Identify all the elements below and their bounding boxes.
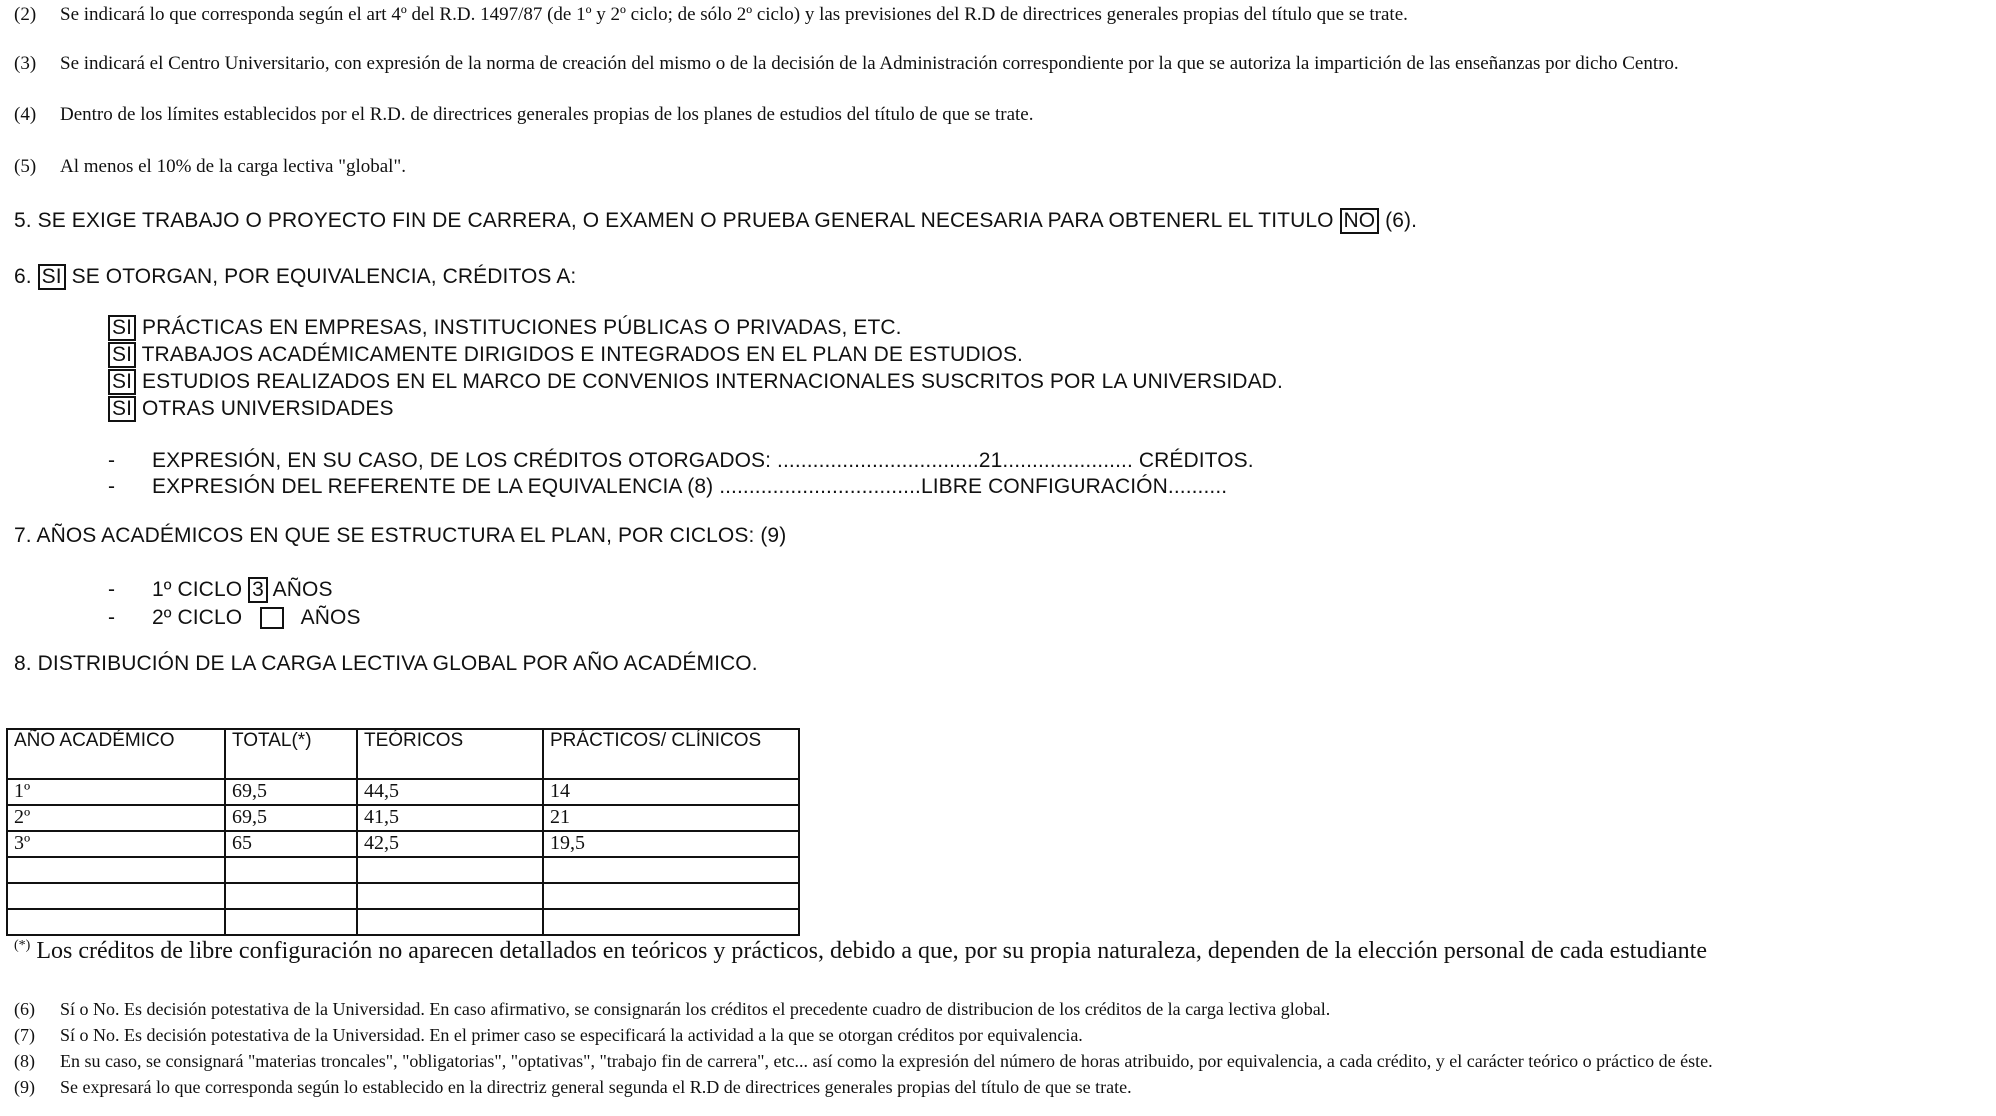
table-cell: 21 (543, 805, 799, 831)
table-cell (7, 909, 225, 935)
list-item (108, 341, 1283, 368)
section-6-list (108, 314, 1283, 422)
list-item-text: TRABAJOS ACADÉMICAMENTE DIRIGIDOS E INTEGRADOS EN EL PLAN DE ESTUDIOS. (141, 343, 1023, 366)
table-cell (357, 909, 543, 935)
table-cell: 42,5 (357, 831, 543, 857)
note-text: Sí o No. Es decisión potestativa de la Universidad. En el primer caso se especificará la actividad a la que se otorgan créditos por equivalencia. (60, 1025, 1083, 1045)
detail-text: EXPRESIÓN, EN SU CASO, DE LOS CRÉDITOS OTORGADOS: ..................................21...................... CRÉDITOS. (152, 449, 1254, 472)
note-3 (14, 53, 1679, 75)
bottom-notes (14, 996, 1713, 1100)
footnote-text: Los créditos de libre configuración no aparecen detallados en teóricos y prácticos, debido a que, por su propia naturaleza, dependen de la elección personal de cada estudiante (36, 938, 1707, 964)
dash: - (108, 606, 116, 629)
table-cell (7, 883, 225, 909)
table-cell: 2º (7, 805, 225, 831)
detail-line (108, 474, 1254, 500)
credits-table (6, 728, 800, 936)
detail-text: EXPRESIÓN DEL REFERENTE DE LA EQUIVALENCIA (8) ..................................LIBRE CONFIGURACIÓN.......... (152, 475, 1228, 498)
note-number: (8) (14, 1051, 35, 1071)
table-cell (7, 857, 225, 883)
note-8 (14, 1048, 1713, 1074)
note-text: Se indicará el Centro Universitario, con expresión de la norma de creación del mismo o de la decisión de la Administración correspondiente por la que se autoriza la impartición de las enseñanzas por dicho Centro. (60, 53, 1679, 74)
section-7 (14, 524, 786, 548)
note-number: (5) (14, 156, 37, 177)
note-text: Se indicará lo que corresponda según el art 4º del R.D. 1497/87 (de 1º y 2º ciclo; de sólo 2º ciclo) y las previsiones del R.D de directrices generales propias del título que se trate. (60, 4, 1408, 25)
note-2 (14, 4, 1408, 26)
table-cell (225, 909, 357, 935)
section-5-text: 5. SE EXIGE TRABAJO O PROYECTO FIN DE CARRERA, O EXAMEN O PRUEBA GENERAL NECESARIA PARA OBTENERL EL TITULO (14, 209, 1334, 232)
section-7-text: 7. AÑOS ACADÉMICOS EN QUE SE ESTRUCTURA EL PLAN, POR CICLOS: (9) (14, 524, 787, 547)
note-number: (2) (14, 4, 37, 25)
note-text: Se expresará lo que corresponda según lo establecido en la directriz general segunda el R.D de directrices generales propias del título de que se trate. (60, 1077, 1132, 1097)
footnote-mark: (*) (14, 938, 31, 953)
note-4 (14, 104, 1033, 126)
table-cell: 14 (543, 779, 799, 805)
table-row (7, 857, 799, 883)
detail-line (108, 448, 1254, 474)
note-number: (4) (14, 104, 37, 125)
note-5 (14, 156, 406, 178)
years-box-empty (260, 607, 284, 629)
table-cell: 3º (7, 831, 225, 857)
dash: - (108, 449, 116, 472)
list-item-text: PRÁCTICAS EN EMPRESAS, INSTITUCIONES PÚBLICAS O PRIVADAS, ETC. (141, 316, 902, 339)
section-7-list (108, 576, 361, 632)
answer-box-si: SI (108, 369, 136, 395)
table-cell: 44,5 (357, 779, 543, 805)
cycle-row (108, 576, 361, 604)
cycle-label: 2º CICLO (152, 606, 243, 629)
footnote-star (14, 938, 1707, 965)
list-item (108, 368, 1283, 395)
dash: - (108, 578, 116, 601)
section-6-details (108, 448, 1254, 500)
table-cell: 69,5 (225, 805, 357, 831)
header-cell: TEÓRICOS (357, 729, 543, 779)
note-number: (6) (14, 999, 35, 1019)
table-cell: 41,5 (357, 805, 543, 831)
section-8 (14, 652, 758, 676)
note-number: (9) (14, 1077, 35, 1097)
note-9 (14, 1074, 1713, 1100)
cycle-unit: AÑOS (272, 578, 333, 601)
list-item (108, 395, 1283, 422)
cycle-row (108, 604, 361, 632)
table-cell: 19,5 (543, 831, 799, 857)
years-box: 3 (248, 577, 268, 603)
table-row (7, 831, 799, 857)
table-cell (543, 883, 799, 909)
note-text: En su caso, se consignará "materias troncales", "obligatorias", "optativas", "trabajo fin de carrera", etc... así como la expresión del número de horas atribuido, por equivalencia, a cada crédito, y el carácter teórico o práctico de éste. (60, 1051, 1713, 1071)
note-text: Sí o No. Es decisión potestativa de la Universidad. En caso afirmativo, se consignarán los créditos el precedente cuadro de distribucion de los créditos de la carga lectiva global. (60, 999, 1331, 1019)
note-number: (7) (14, 1025, 35, 1045)
table-cell: 65 (225, 831, 357, 857)
header-cell: TOTAL(*) (225, 729, 357, 779)
list-item-text: OTRAS UNIVERSIDADES (141, 397, 394, 420)
table-row (7, 805, 799, 831)
note-7 (14, 1022, 1713, 1048)
table-cell: 1º (7, 779, 225, 805)
note-text: Al menos el 10% de la carga lectiva "global". (60, 156, 406, 177)
answer-box-no: NO (1340, 208, 1380, 234)
list-item-text: ESTUDIOS REALIZADOS EN EL MARCO DE CONVENIOS INTERNACIONALES SUSCRITOS POR LA UNIVERSIDAD. (141, 370, 1283, 393)
table-row (7, 909, 799, 935)
section-8-text: 8. DISTRIBUCIÓN DE LA CARGA LECTIVA GLOBAL POR AÑO ACADÉMICO. (14, 652, 758, 675)
answer-box-si: SI (38, 264, 66, 290)
table-row (7, 779, 799, 805)
cycle-label: 1º CICLO (152, 578, 243, 601)
table-cell (357, 857, 543, 883)
answer-box-si: SI (108, 342, 136, 368)
cycle-unit: AÑOS (300, 606, 361, 629)
section-6-prefix: 6. (14, 265, 32, 288)
section-6-text: SE OTORGAN, POR EQUIVALENCIA, CRÉDITOS A: (71, 265, 577, 288)
table-cell (543, 909, 799, 935)
header-cell: PRÁCTICOS/ CLÍNICOS (543, 729, 799, 779)
list-item (108, 314, 1283, 341)
table-cell (225, 883, 357, 909)
dash: - (108, 475, 116, 498)
table-cell (357, 883, 543, 909)
section-5-ref: (6). (1385, 209, 1418, 232)
table-row (7, 883, 799, 909)
answer-box-si: SI (108, 315, 136, 341)
answer-box-si: SI (108, 396, 136, 422)
note-number: (3) (14, 53, 37, 74)
table-header-row (7, 729, 799, 779)
section-5 (14, 208, 1417, 234)
header-cell: AÑO ACADÉMICO (7, 729, 225, 779)
section-6 (14, 264, 576, 290)
note-text: Dentro de los límites establecidos por el R.D. de directrices generales propias de los planes de estudios del título de que se trate. (60, 104, 1034, 125)
note-6 (14, 996, 1713, 1022)
table-cell: 69,5 (225, 779, 357, 805)
table-cell (543, 857, 799, 883)
table-cell (225, 857, 357, 883)
